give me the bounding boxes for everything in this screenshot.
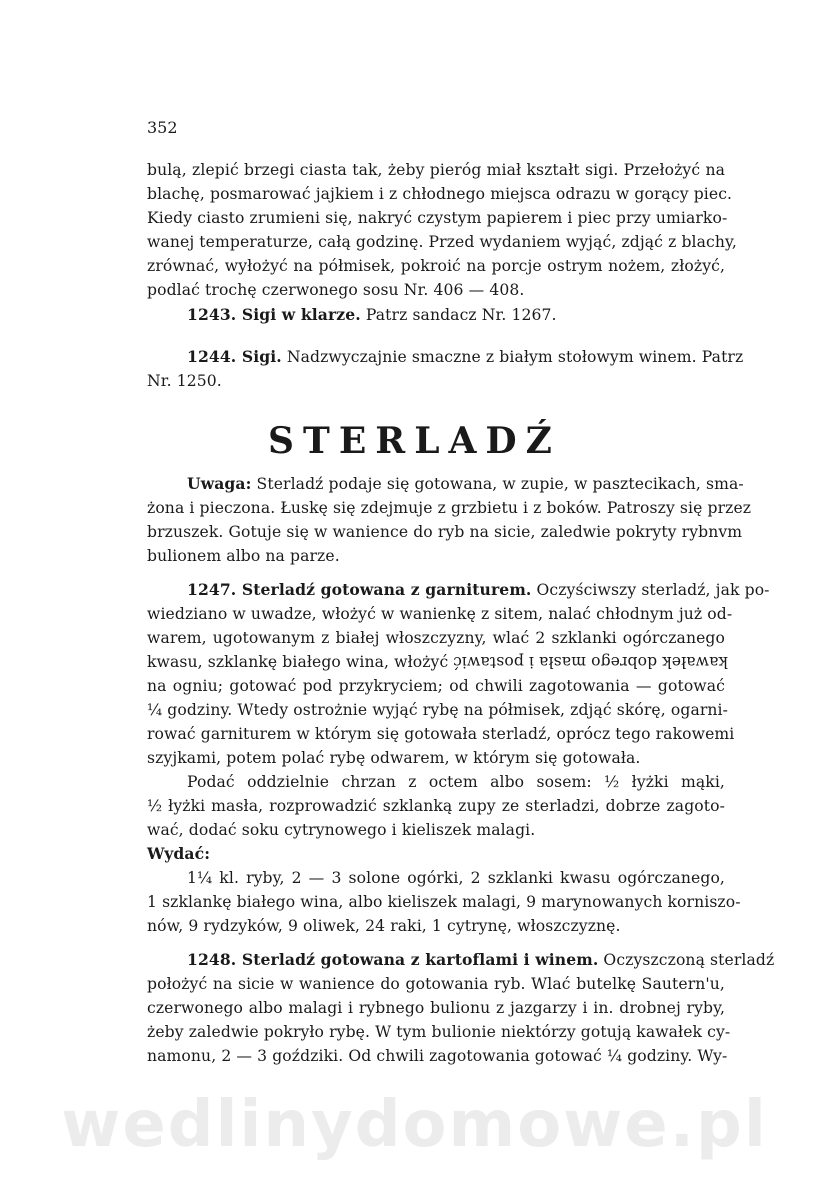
intro-line-2: blachę, posmarować jajkiem i z chłodnego miejsca odrazu w gorący piec. [147,185,733,203]
recipe-1247-line-8: szyjkami, potem polać rybę odwarem, w którym się gotowała. [147,749,641,767]
recipe-1244 [187,345,744,369]
recipe-1247-heading: 1247. Sterladź gotowana z garniturem. [187,580,532,599]
recipe-1247-text: Oczyściwszy sterladź, jak po- [531,581,770,599]
intro-line-1: bulą, zlepić brzegi ciasta tak, żeby pieróg miał kształt sigi. Przełożyć na [147,161,725,179]
intro-line-4: wanej temperaturze, całą godzinę. Przed wydaniem wyjąć, zdjąć z blachy, [147,233,737,251]
recipe-1247-line-1 [187,578,770,602]
wydac-line-2: 1 szklankę białego wina, albo kieliszek malagi, 9 marynowanych korniszo- [147,893,741,911]
wydac-line-1: 1¼ kl. ryby, 2 — 3 solone ogórki, 2 szklanki kwasu ogórczanego, [187,869,725,887]
wydac-line-3: nów, 9 rydzyków, 9 oliwek, 24 raki, 1 cytrynę, włoszczyznę. [147,917,621,935]
recipe-1247-line-2: wiedziano w uwadze, włożyć w wanienkę z sitem, nalać chłodnym już od- [147,605,733,623]
recipe-1248-line-1 [187,948,775,972]
sauce-line-1: Podać oddzielnie chrzan z octem albo sosem: ½ łyżki mąki, [187,773,725,791]
recipe-1244-heading: 1244. Sigi. [187,347,282,366]
intro-line-6: podlać trochę czerwonego sosu Nr. 406 — 408. [147,281,525,299]
recipe-1248-line-4: żeby zaledwie pokryło rybę. W tym bulionie niektórzy gotują kawałek cy- [147,1023,731,1041]
page-number: 352 [147,118,178,137]
recipe-1247-line-4-text: kwasu, szklankę białego wina, włożyć [147,653,454,671]
wydac-heading: Wydać: [147,844,211,863]
uwaga-line-1 [187,472,744,496]
section-title: STERLADŹ [268,420,561,462]
uwaga-text: Sterladź podaje się gotowana, w zupie, w pasztecikach, sma- [251,475,744,493]
recipe-1243-text: Patrz sandacz Nr. 1267. [360,306,557,324]
uwaga-heading: Uwaga: [187,474,252,493]
recipe-1248-line-5: namonu, 2 — 3 goździki. Od chwili zagotowania gotować ¼ godziny. Wy- [147,1047,728,1065]
intro-line-3: Kiedy ciasto zrumieni się, nakryć czystym papierem i piec przy umiarko- [147,209,728,227]
sauce-line-3: wać, dodać soku cytrynowego i kieliszek malagi. [147,821,536,839]
uwaga-line-2: żona i pieczona. Łuskę się zdejmuje z grzbietu i z boków. Patroszy się przez [147,499,752,517]
recipe-1248-heading: 1248. Sterladź gotowana z kartoflami i winem. [187,950,599,969]
wydac-label [147,842,725,866]
recipe-1244-line-2: Nr. 1250. [147,372,222,390]
intro-line-5: zrównać, wyłożyć na półmisek, pokroić na porcje ostrym nożem, złożyć, [147,257,725,275]
recipe-1248-line-3: czerwonego albo malagi i rybnego bulionu z jazgarzy i in. drobnej ryby, [147,999,725,1017]
recipe-1243 [187,303,725,327]
recipe-1247-line-7: rować garniturem w którym się gotowała sterladź, oprócz tego rakowemi [147,725,735,743]
recipe-1243-heading: 1243. Sigi w klarze. [187,305,361,324]
recipe-1247-line-5: na ogniu; gotować pod przykryciem; od chwili zagotowania — gotować [147,677,725,695]
recipe-1247-line-3: warem, ugotowanym z białej włoszczyzny, wlać 2 szklanki ogórczanego [147,629,725,647]
sauce-line-2: ½ łyżki masła, rozprowadzić szklanką zupy ze sterladzi, dobrze zagoto- [147,797,725,815]
uwaga-line-3: brzuszek. Gotuje się w wanience do ryb na sicie, zaledwie pokryty rybnvm [147,523,743,541]
uwaga-line-4: bulionem albo na parze. [147,547,340,565]
recipe-1247-line-6: ¼ godziny. Wtedy ostrożnie wyjąć rybę na półmisek, zdjąć skórę, ogarni- [147,701,728,719]
recipe-1247-line-4 [147,650,729,674]
recipe-1248-line-2: położyć na sicie w wanience do gotowania ryb. Wlać butelkę Sautern'u, [147,975,725,993]
watermark: wedlinydomowe.pl [61,1088,768,1162]
recipe-1248-text: Oczyszczoną sterladź [598,951,775,969]
inverted-print-text: kawałek dobrego masła i postawić [453,653,729,671]
recipe-1244-text: Nadzwyczajnie smaczne z białym stołowym winem. Patrz [281,348,744,366]
